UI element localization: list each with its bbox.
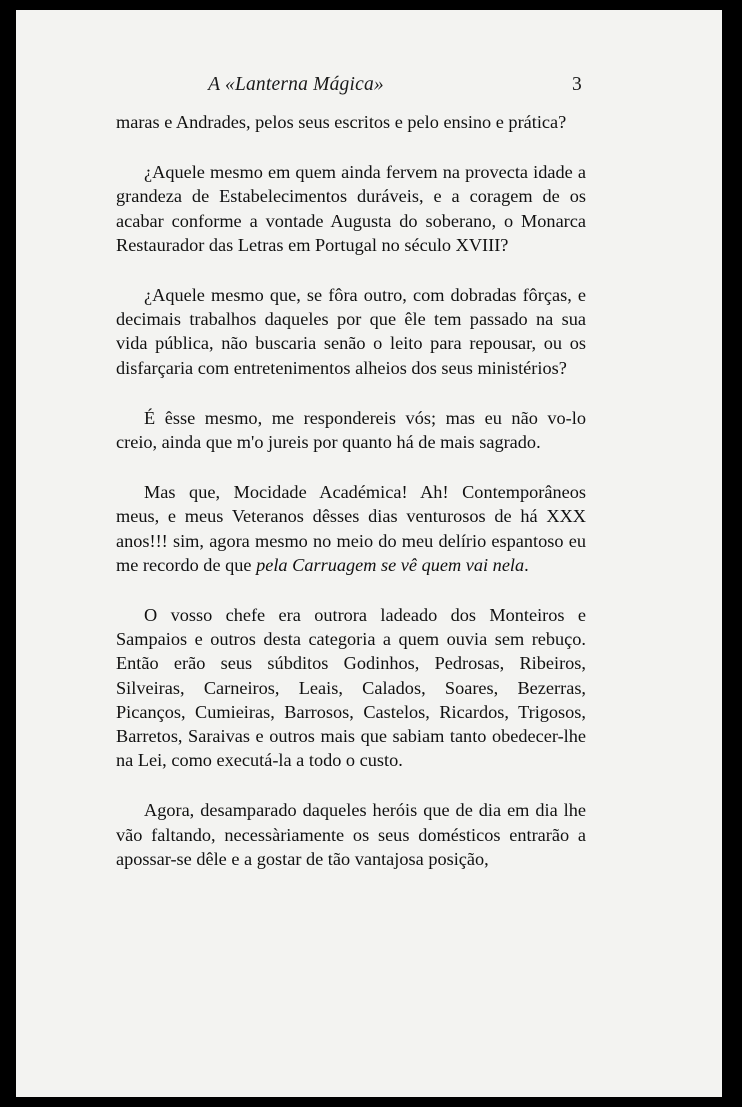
paragraph bbox=[116, 480, 586, 577]
paragraph: É êsse mesmo, me respondereis vós; mas eu não vo-lo creio, ainda que m'o jureis por quanto há de mais sagrado. bbox=[116, 407, 586, 453]
paragraph: O vosso chefe era outrora ladeado dos Monteiros e Sampaios e outros desta categoria a quem ouvia sem rebuço. Então erão seus súbditos Godinhos, Pedrosas, Ribeiros, Silveiras, Carneiros, Leais, Calados, Soares, Bezerras, Picanços, Cumieiras, Barrosos, Castelos, Ricardos, Trigosos, Barretos, Saraivas e outros mais que sabiam tanto obedecer-lhe na Lei, como executá-la a todo o custo. bbox=[116, 605, 586, 771]
paragraph: ¿Aquele mesmo em quem ainda fervem na provecta idade a grandeza de Estabelecimentos duráveis, e a coragem de os acabar conforme a vontade Augusta do soberano, o Monarca Restaurador das Letras em Portugal no século XVIII? bbox=[116, 162, 586, 255]
book-page bbox=[16, 10, 722, 1097]
page-number: 3 bbox=[572, 74, 582, 95]
paragraph: Agora, desamparado daqueles heróis que de dia em dia lhe vão faltando, necessàriamente os seus domésticos entrarão a apossar-se dêle e a gostar de tão vantajosa posição, bbox=[116, 800, 586, 869]
body-text bbox=[116, 110, 586, 897]
italic-quote: pela Carruagem se vê quem vai nela bbox=[256, 554, 525, 575]
paragraph-text: Mas que, Mocidade Académica! Ah! Contemporâneos meus, e meus Veteranos dêsses dias venturosos de há XXX anos!!! sim, agora mesmo no meio do meu delírio espantoso eu me recordo de que bbox=[116, 482, 586, 575]
paragraph: ¿Aquele mesmo que, se fôra outro, com dobradas fôrças, e decimais trabalhos daqueles por que êle tem passado na sua vida pública, não buscaria senão o leito para repousar, ou os disfarçaria com entretenimentos alheios dos seus ministérios? bbox=[116, 285, 586, 378]
paragraph-text-end: . bbox=[524, 554, 529, 575]
paragraph-continuation: maras e Andrades, pelos seus escritos e pelo ensino e prática? bbox=[116, 112, 567, 132]
running-title: A «Lanterna Mágica» bbox=[208, 74, 384, 95]
page-header bbox=[16, 74, 722, 100]
